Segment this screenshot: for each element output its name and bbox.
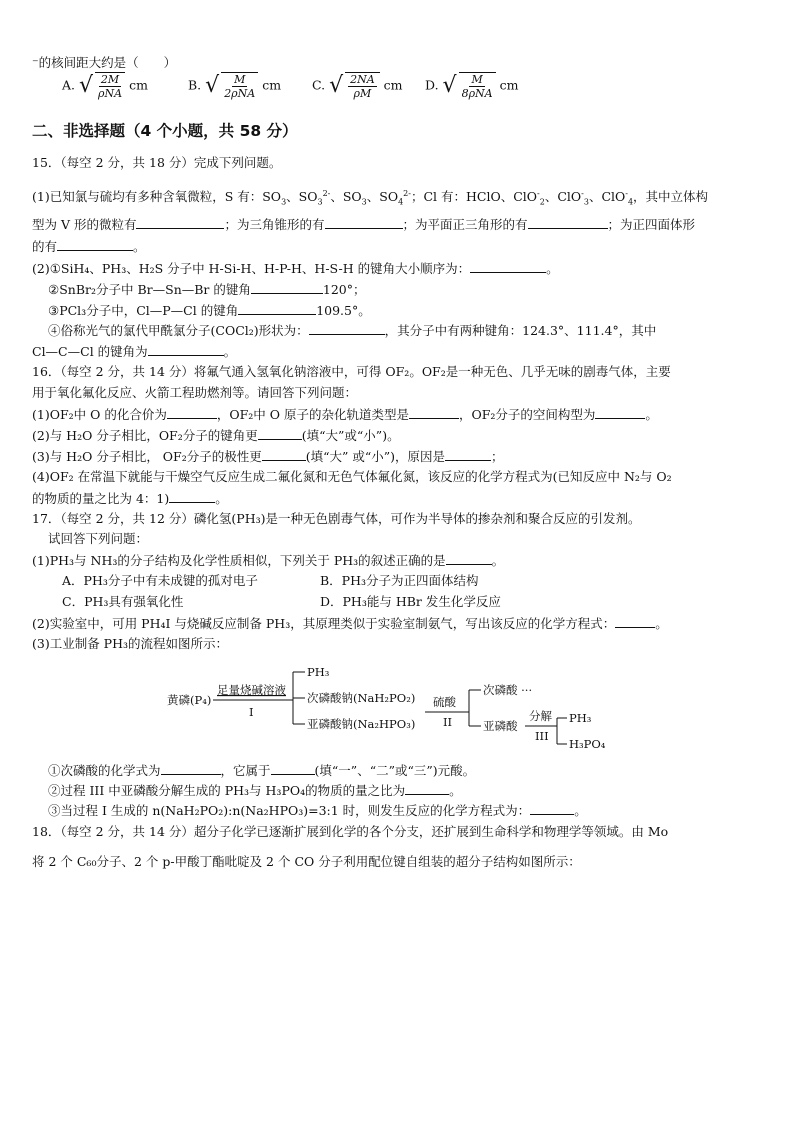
q17-option-a: A．PH₃分子中有未成键的孤对电子 bbox=[62, 573, 258, 588]
section-title: 二、非选择题（4 个小题，共 58 分） bbox=[32, 122, 298, 140]
q15-p1-line1: (1)已知氯与硫均有多种含氧微粒，S 有：$SO_3$、$SO_3^{2-}$、$SO_3$、$SO_4^{2-}$；Cl 有：HClO、ClO-$_2$、ClO-$_3$、ClO-$_4$，其中立体构 bbox=[32, 189, 709, 207]
flow-out1: PH₃ bbox=[307, 665, 330, 679]
q15-p1-line2: 型为 V 形的微粒有 ；为三角锥形的有 ；为平面正三角形的有 ；为正四面体形 bbox=[32, 217, 696, 232]
q14-stem-tail: ⁻的核间距大约是（ ） bbox=[32, 55, 177, 70]
q16-p4-line1: (4)OF₂ 在常温下就能与干燥空气反应生成二氟化氮和无色气体氟化氮，该反应的化学方程式为(已知反应中 N₂与 O₂ bbox=[32, 469, 672, 484]
q17-sub1: ①次磷酸的化学式为 ，它属于 (填“一”、“二”或“三”)元酸。 bbox=[48, 763, 476, 778]
q17-stem-2: 试回答下列问题： bbox=[48, 531, 149, 546]
q18-line-2: 将 2 个 C₆₀分子、2 个 p-甲酸丁酯吡啶及 2 个 CO 分子利用配位键自组装的超分子结构如图所示： bbox=[32, 854, 581, 869]
q15-p2-4-cont: Cl—C—Cl 的键角为 。 bbox=[32, 344, 237, 359]
q17-sub3: ③当过程 I 生成的 n(NaH₂PO₂):n(Na₂HPO₃)=3:1 时，则发生反应的化学方程式为： 。 bbox=[48, 803, 587, 818]
q17-sub2: ②过程 III 中亚磷酸分解生成的 PH₃与 H₃PO₄的物质的量之比为 。 bbox=[48, 783, 462, 798]
q16-p3: (3)与 H₂O 分子相比， OF₂分子的极性更 (填“大” 或“小”)，原因是 ； bbox=[32, 449, 504, 464]
flow-step3: 分解 bbox=[529, 709, 552, 723]
q17-stem-1: 17．（每空 2 分，共 12 分）磷化氢(PH₃)是一种无色剧毒气体，可作为半导体的掺杂剂和聚合反应的引发剂。 bbox=[32, 511, 641, 526]
option-a: A. √ $\frac{2M}{\text{ρNA}}$ cm bbox=[62, 73, 148, 100]
q15-stem: 15．（每空 2 分，共 18 分）完成下列问题。 bbox=[32, 155, 282, 170]
flow-out6: PH₃ bbox=[569, 711, 592, 725]
flow-out5: 亚磷酸 bbox=[483, 719, 518, 733]
flow-out4: 次磷酸 ··· bbox=[483, 683, 533, 697]
q17-p1: (1)PH₃与 NH₃的分子结构及化学性质相似，下列关于 PH₃的叙述正确的是 。 bbox=[32, 553, 505, 568]
phosphine-flow-diagram bbox=[165, 660, 615, 756]
q16-stem-1: 16．（每空 2 分，共 14 分）将氟气通入氢氧化钠溶液中，可得 OF₂。OF₂是一种无色、几乎无味的剧毒气体，主要 bbox=[32, 364, 671, 379]
q17-option-b: B．PH₃分子为正四面体结构 bbox=[320, 573, 479, 588]
q17-p2: (2)实验室中，可用 PH₄I 与烧碱反应制备 PH₃，其原理类似于实验室制氨气，写出该反应的化学方程式： 。 bbox=[32, 616, 668, 631]
q16-p2: (2)与 H₂O 分子相比，OF₂分子的键角更 (填“大”或“小”)。 bbox=[32, 428, 400, 443]
option-b: B. √ $\frac{M}{\text{2ρNA}}$ cm bbox=[188, 73, 282, 100]
q18-line-1: 18．（每空 2 分，共 14 分）超分子化学已逐渐扩展到化学的各个分支，还扩展到生命科学和物理学等领域。由 Mo bbox=[32, 824, 669, 839]
q17-p3: (3)工业制备 PH₃的流程如图所示： bbox=[32, 636, 229, 651]
flow-out7: H₃PO₄ bbox=[569, 737, 606, 751]
q17-option-d: D．PH₃能与 HBr 发生化学反应 bbox=[320, 594, 501, 609]
q15-p2-4: ④俗称光气的氯代甲酰氯分子(COCl₂)形状为： ，其分子中有两种键角：124.3°、111.4°，其中 bbox=[48, 323, 657, 338]
flow-step3-no: III bbox=[535, 729, 549, 743]
q15-p2-2: ②SnBr₂分子中 Br—Sn—Br 的键角 120°； bbox=[48, 282, 366, 297]
q17-option-c: C．PH₃具有强氧化性 bbox=[62, 594, 184, 609]
flow-step2-no: II bbox=[443, 715, 453, 729]
flow-out2: 次磷酸钠(NaH₂PO₂) bbox=[307, 691, 416, 705]
flow-step1-no: I bbox=[249, 705, 254, 719]
q15-p2-3: ③PCl₃分子中，Cl—P—Cl 的键角 109.5°。 bbox=[48, 303, 371, 318]
option-d: D. √ $\frac{M}{\text{8ρNA}}$ cm bbox=[425, 73, 519, 100]
flow-start: 黄磷(P₄) bbox=[167, 693, 212, 707]
flow-out3: 亚磷酸钠(Na₂HPO₃) bbox=[307, 717, 416, 731]
q16-p4-line2: 的物质的量之比为 4：1) 。 bbox=[32, 491, 228, 506]
q16-p1: (1)OF₂中 O 的化合价为 ，OF₂中 O 原子的杂化轨道类型是 ，OF₂分子的空间构型为 。 bbox=[32, 407, 658, 422]
flow-step2: 硫酸 bbox=[433, 695, 456, 709]
q15-p2-1: (2)①SiH₄、PH₃、H₂S 分子中 H-Si-H、H-P-H、H-S-H 的键角大小顺序为： 。 bbox=[32, 261, 559, 276]
option-c: C. √ $\frac{2NA}{\rho M}$ cm bbox=[312, 73, 403, 100]
q16-stem-2: 用于氧化氟化反应、火箭工程助燃剂等。请回答下列问题： bbox=[32, 385, 358, 400]
q15-p1-line3: 的有 。 bbox=[32, 239, 146, 254]
flow-step1: 足量烧碱溶液 bbox=[217, 683, 286, 697]
